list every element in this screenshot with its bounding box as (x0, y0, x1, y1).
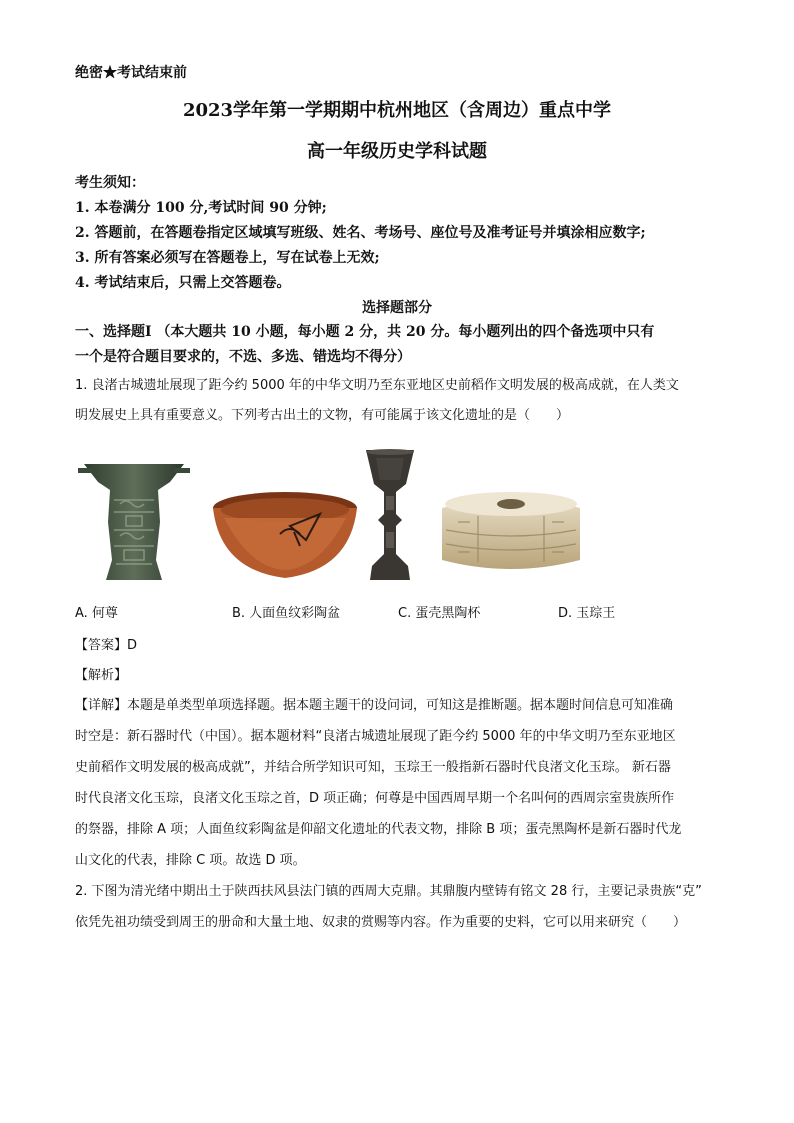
q2-stem-line-2: 依凭先祖功绩受到周王的册命和大量土地、奴隶的赏赐等内容。作为重要的史料，它可以用来研究（ ） (75, 915, 687, 930)
notice-item-2: 2. 答题前，在答题卷指定区域填写班级、姓名、考场号、座位号及准考证号并填涂相应数字; (75, 225, 646, 241)
q1-detail-line-5: 的祭器，排除 A 项；人面鱼纹彩陶盆是仰韶文化遗址的代表文物，排除 B 项；蛋壳黑陶杯是新石器时代龙 (75, 822, 682, 837)
q1-option-a: A. 何尊 (75, 606, 118, 621)
q1-stem-line-2: 明发展史上具有重要意义。下列考古出土的文物，有可能属于该文化遗址的是（ ） (75, 408, 570, 423)
eggshell-black-pottery-cup-image (362, 448, 418, 582)
exam-subtitle: 高一年级历史学科试题 (307, 141, 487, 162)
q1-option-b: B. 人面鱼纹彩陶盆 (232, 606, 341, 621)
notice-item-3: 3. 所有答案必须写在答题卷上，写在试卷上无效; (75, 250, 380, 266)
notice-heading: 考生须知： (75, 175, 145, 191)
q1-detail-line-2: 时空是：新石器时代（中国）。据本题材料“良渚古城遗址展现了距今约 5000 年的中华文明乃至东亚地区 (75, 729, 676, 744)
q2-stem-line-1: 2. 下图为清光绪中期出土于陕西扶风县法门镇的西周大克鼎。其鼎腹内壁铸有铭文 28 行，主要记录贵族“克” (75, 884, 702, 899)
jade-cong-image (438, 486, 584, 582)
confidential-mark: 绝密★考试结束前 (75, 65, 187, 81)
painted-pottery-basin-image (210, 490, 360, 582)
he-zun-bronze-image (78, 460, 190, 585)
q1-option-d: D. 玉琮王 (558, 606, 616, 621)
q1-answer: 【答案】D (75, 638, 138, 653)
q1-stem-line-1: 1. 良渚古城遗址展现了距今约 5000 年的中华文明乃至东亚地区史前稻作文明发展的极高成就，在人类文 (75, 378, 679, 393)
exam-title: 2023学年第一学期期中杭州地区（含周边）重点中学 (182, 100, 612, 121)
q1-detail-line-1: 【详解】本题是单类型单项选择题。据本题主题干的设问词，可知这是推断题。据本题时间信息可知准确 (75, 698, 674, 713)
q1-detail-line-6: 山文化的代表，排除 C 项。故选 D 项。 (75, 853, 306, 868)
notice-item-1: 1. 本卷满分 100 分,考试时间 90 分钟; (75, 200, 327, 216)
q1-option-c: C. 蛋壳黑陶杯 (398, 606, 481, 621)
q1-detail-line-4: 时代良渚文化玉琮，良渚文化玉琮之首，D 项正确；何尊是中国西周早期一个名叫何的西周宗室贵族所作 (75, 791, 675, 806)
part-instructions-line-1: 一、选择题Ⅰ （本大题共 10 小题，每小题 2 分，共 20 分。每小题列出的四个备选项中只有 (75, 324, 655, 340)
notice-item-4: 4. 考试结束后，只需上交答题卷。 (75, 275, 291, 291)
section-title: 选择题部分 (362, 300, 432, 316)
q1-detail-line-3: 史前稻作文明发展的极高成就”，并结合所学知识可知，玉琮王一般指新石器时代良渚文化玉琮。 新石器 (75, 760, 671, 775)
part-instructions-line-2: 一个是符合题目要求的，不选、多选、错选均不得分） (75, 349, 411, 365)
q1-analysis-label: 【解析】 (75, 668, 128, 683)
